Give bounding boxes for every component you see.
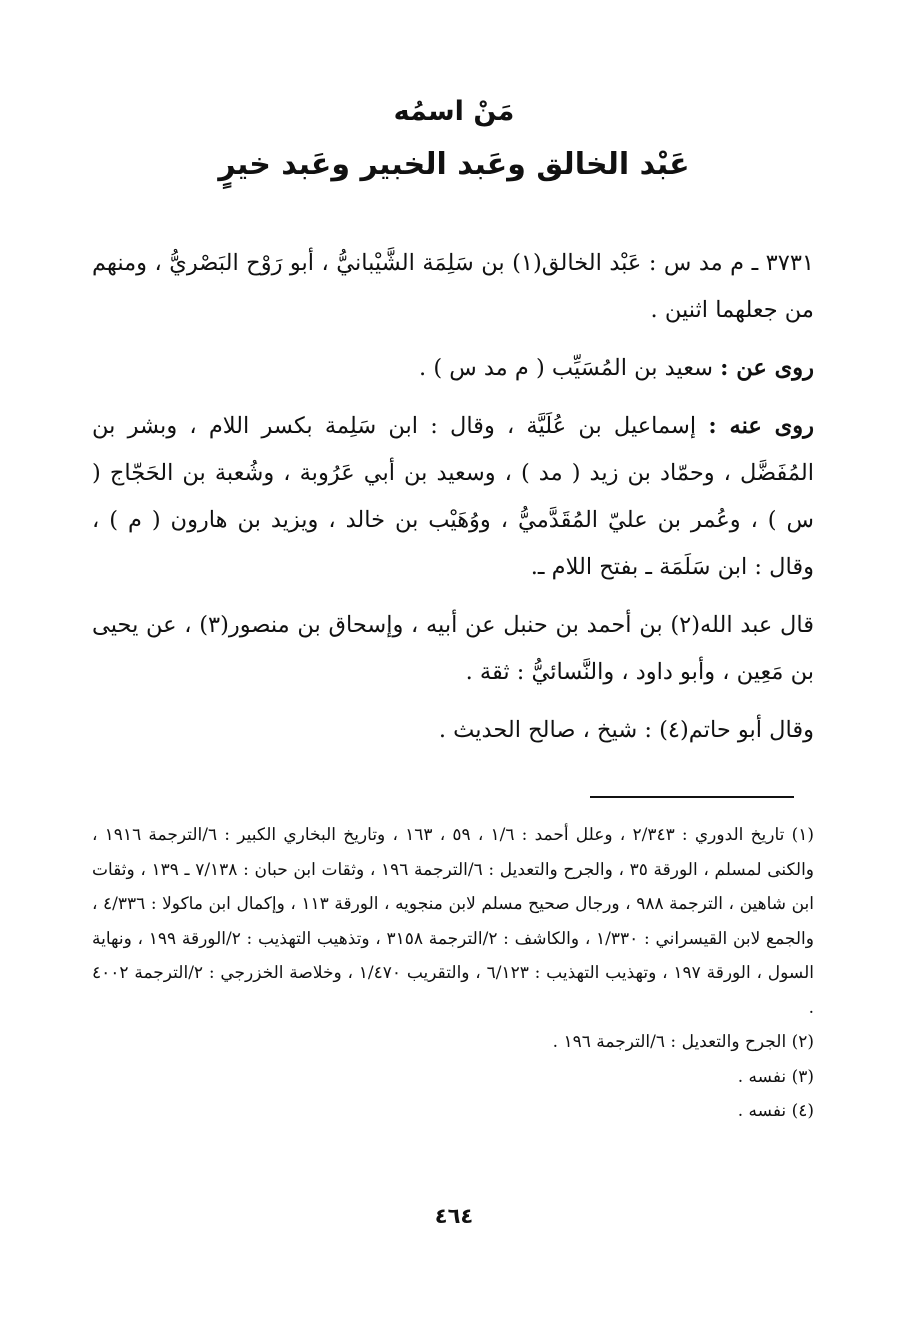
- narrated-from-label: روى عن :: [720, 355, 814, 381]
- biography-entry: [92, 240, 814, 765]
- footnote-divider: [590, 796, 794, 798]
- footnotes: [92, 818, 814, 1129]
- entry-name-paragraph: ٣٧٣١ ـ م مد س : عَبْد الخالق(١) بن سَلِمَة الشَّيْبانيُّ ، أبو رَوْح البَصْريُّ ، ومنهم من جعلهما اثنين .: [92, 250, 814, 323]
- abu-hatim-paragraph: وقال أبو حاتم(٤) : شيخ ، صالح الحديث .: [438, 717, 814, 743]
- section-title: عَبْد الخالق وعَبد الخبير وعَبد خيرٍ: [218, 147, 690, 182]
- page-number: ٤٦٤: [434, 1204, 474, 1228]
- narrated-from-text: سعيد بن المُسَيِّب ( م مد س ) .: [419, 355, 721, 381]
- narrators-label: روى عنه :: [708, 413, 815, 439]
- section-heading: مَنْ اسمُه: [393, 96, 515, 127]
- footnote-1: (١) تاريخ الدوري : ٢/٣٤٣ ، وعلل أحمد : ١/٦ ، ٥٩ ، ١٦٣ ، وتاريخ البخاري الكبير : ٦/الترجمة ١٩١٦ ، والكنى لمسلم ، الورقة ٣٥ ، والجرح والتعديل : ٦/الترجمة ١٩٦ ، وثقات ابن حبان : ٧/١٣٨ ـ ١٣٩ ، وثقات ابن شاهين ، الترجمة ٩٨٨ ، ورجال صحيح مسلم لابن منجويه ، الورقة ١١٣ ، وإكمال ابن ماكولا : ٤/٣٣٦ ، والجمع لابن القيسراني : ١/٣٣٠ ، والكاشف : ٢/الترجمة ٣١٥٨ ، وتذهيب التهذيب : ٢/الورقة ١٩٩ ، ونهاية السول ، الورقة ١٩٧ ، وتهذيب التهذيب : ٦/١٢٣ ، والتقريب ١/٤٧٠ ، وخلاصة الخزرجي : ٢/الترجمة ٤٠٠٢ .: [92, 825, 815, 1018]
- narrators-paragraph: [92, 403, 814, 591]
- footnote-3: (٣) نفسه .: [737, 1066, 814, 1087]
- grading-paragraph: قال عبد الله(٢) بن أحمد بن حنبل عن أبيه ، وإسحاق بن منصور(٣) ، عن يحيى بن مَعِين ، وأبو داود ، والنَّسائيُّ : ثقة .: [92, 612, 814, 685]
- narrators-text: إسماعيل بن عُلَيَّة ، وقال : ابن سَلِمة بكسر اللام ، وبشر بن المُفَضَّل ، وحمّاد بن زيد ( مد ) ، وسعيد بن أبي عَرُوبة ، وشُعبة بن الحَجّاج ( س ) ، وعُمر بن عليّ المُقَدَّميُّ ، ووُهَيْب بن خالد ، ويزيد بن هارون ( م ) ، وقال : ابن سَلَمَة ـ بفتح اللام ـ.: [92, 413, 814, 580]
- narrated-from-paragraph: [92, 345, 814, 392]
- footnote-4: (٤) نفسه .: [737, 1101, 814, 1121]
- footnote-2: (٢) الجرح والتعديل : ٦/الترجمة ١٩٦ .: [552, 1032, 814, 1052]
